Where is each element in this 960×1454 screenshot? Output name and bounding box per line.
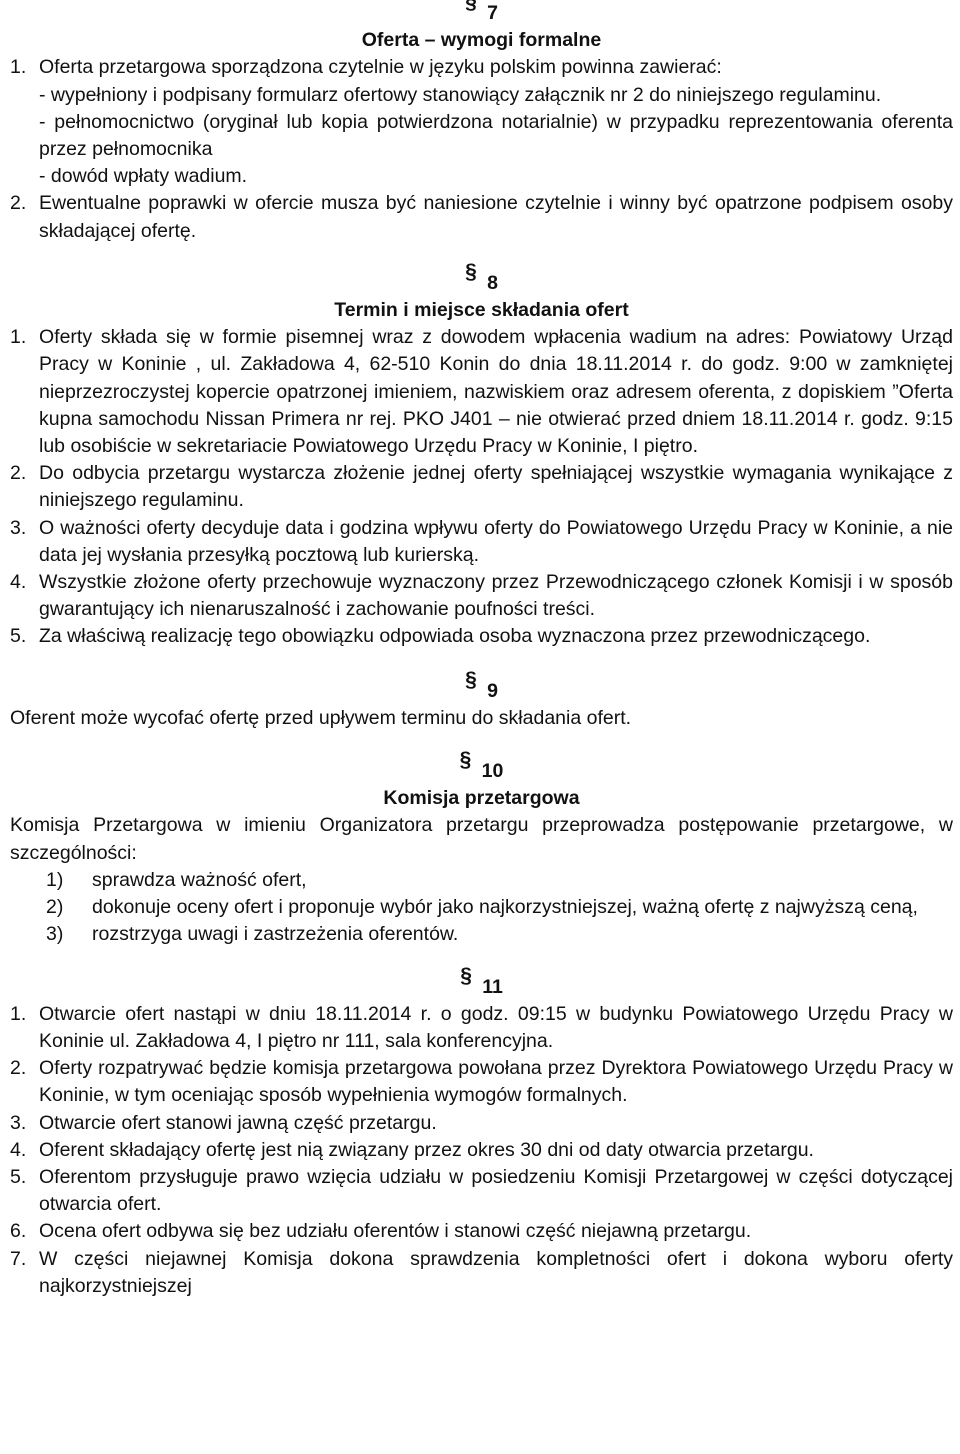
item-text: Za właściwą realizację tego obowiązku odpowiada osoba wyznaczona przez przewodniczącego. — [39, 625, 871, 648]
item-text: Oferty składa się w formie pisemnej wraz z dowodem wpłacenia wadium na adres: Powiatowy Urząd Pracy w Koninie , ul. Zakładowa 4, 62-510 Konin do dnia 18.11.2014 r. do godz. 9:00 w zamkniętej nieprzezroczystej kopercie opatrzonej imieniem, nazwiskiem oraz adresem oferenta, z dopiskiem ”Oferta kupna samochodu Nissan Primera nr rej. PKO J401 – nie otwierać przed dniem 18.11.2014 r. godz. 9:15 lub osobiście w sekretariacie Powiatowego Urzędu Pracy w Koninie, I piętro. — [39, 326, 953, 458]
item-number: 2. — [10, 462, 27, 485]
item-number: 3) — [46, 923, 64, 946]
section-sign: § 8 — [465, 270, 498, 297]
list-item — [10, 54, 953, 190]
section-7-title: Oferta – wymogi formalne — [361, 29, 602, 52]
item-number: 1. — [10, 1002, 27, 1025]
item-text: Otwarcie ofert nastąpi w dniu 18.11.2014 r. o godz. 09:15 w budynku Powiatowego Urzędu Pracy w Koninie ul. Zakładowa 4, I piętro nr 111, sala konferencyjna. — [39, 1002, 953, 1052]
item-text: - pełnomocnictwo (oryginał lub kopia potwierdzona notarialnie) w przypadku reprezentowania oferenta przez pełnomocnika — [39, 110, 953, 161]
item-number: 5. — [10, 1165, 27, 1188]
item-number: 5. — [10, 625, 27, 648]
item-text: Otwarcie ofert stanowi jawną część przetargu. — [39, 1111, 437, 1134]
section-10-number — [10, 758, 953, 785]
list-item — [10, 324, 953, 460]
item-text: Do odbycia przetargu wystarcza złożenie jednej oferty spełniającej wszystkie wymagania wynikające z niniejszego regulaminu. — [39, 462, 953, 512]
section-9-number — [10, 678, 953, 705]
section-7-number — [10, 0, 953, 27]
item-number: 1) — [46, 868, 64, 891]
item-text: O ważności oferty decyduje data i godzina wpływu oferty do Powiatowego Urzędu Pracy w Koninie, a nie data jej wysłania przesyłką pocztową lub kurierską. — [39, 516, 953, 566]
item-text: - wypełniony i podpisany formularz ofertowy stanowiący załącznik nr 2 do niniejszego regulaminu. — [39, 83, 882, 106]
list-item — [10, 1055, 953, 1109]
item-text: Oferent składający ofertę jest nią związany przez okres 30 dni od daty otwarcia przetargu. — [39, 1138, 814, 1161]
list-item — [10, 1246, 953, 1300]
item-text: dokonuje oceny ofert i proponuje wybór jako najkorzystniejszej, ważną ofertę z najwyższą ceną, — [92, 896, 918, 919]
section-10-intro: Komisja Przetargowa w imieniu Organizatora przetargu przeprowadza postępowanie przetargowe, w szczególności: — [10, 814, 953, 864]
list-item — [46, 867, 953, 894]
section-sign: § 11 — [460, 974, 503, 1001]
item-text: Ocena ofert odbywa się bez udziału oferentów i stanowi część niejawną przetargu. — [39, 1220, 752, 1243]
list-item — [10, 1110, 953, 1137]
item-number: 4. — [10, 1138, 27, 1161]
item-number: 4. — [10, 571, 27, 594]
list-item — [10, 460, 953, 514]
item-number: 1. — [10, 56, 27, 79]
item-text: Wszystkie złożone oferty przechowuje wyznaczony przez Przewodniczącego członek Komisji i w sposób gwarantujący ich nienaruszalność i zachowanie poufności treści. — [39, 571, 953, 621]
item-number: 7. — [10, 1247, 27, 1270]
section-sign: § 9 — [465, 678, 498, 705]
list-item — [10, 1164, 953, 1218]
list-item — [46, 894, 953, 921]
item-number: 3. — [10, 1111, 27, 1134]
list-item — [10, 623, 953, 650]
item-number: 2. — [10, 1057, 27, 1080]
list-item — [10, 1218, 953, 1245]
item-text: sprawdza ważność ofert, — [92, 868, 307, 891]
item-text: Oferty rozpatrywać będzie komisja przetargowa powołana przez Dyrektora Powiatowego Urzędu Pracy w Koninie, w tym oceniając sposób wypełnienia wymogów formalnych. — [39, 1057, 953, 1107]
list-item — [46, 921, 953, 948]
item-number: 6. — [10, 1220, 27, 1243]
list-item — [10, 1137, 953, 1164]
item-text: Ewentualne poprawki w ofercie musza być naniesione czytelnie i winny być opatrzone podpisem osoby składającej ofertę. — [39, 192, 953, 242]
section-sign: § 7 — [465, 0, 498, 27]
item-number: 3. — [10, 516, 27, 539]
section-10-title: Komisja przetargowa — [383, 787, 580, 810]
item-number: 2) — [46, 896, 64, 919]
item-number: 2. — [10, 192, 27, 215]
list-item — [10, 190, 953, 244]
section-8-number — [10, 270, 953, 297]
list-item — [10, 569, 953, 623]
item-text: W części niejawnej Komisja dokona sprawdzenia kompletności ofert i dokona wyboru oferty najkorzystniejszej — [39, 1247, 953, 1297]
list-item — [10, 1001, 953, 1055]
item-number: 1. — [10, 326, 27, 349]
item-text: - dowód wpłaty wadium. — [39, 165, 248, 188]
section-8-title: Termin i miejsce składania ofert — [334, 299, 629, 322]
section-9-text: Oferent może wycofać ofertę przed upływem terminu do składania ofert. — [10, 706, 632, 729]
list-item — [10, 515, 953, 569]
section-11-number — [10, 974, 953, 1001]
item-text: rozstrzyga uwagi i zastrzeżenia oferentów. — [92, 923, 459, 946]
section-sign: § 10 — [460, 758, 504, 785]
item-text: Oferentom przysługuje prawo wzięcia udziału w posiedzeniu Komisji Przetargowej w części dotyczącej otwarcia ofert. — [39, 1165, 953, 1216]
item-text: Oferta przetargowa sporządzona czytelnie w języku polskim powinna zawierać: — [39, 56, 722, 79]
